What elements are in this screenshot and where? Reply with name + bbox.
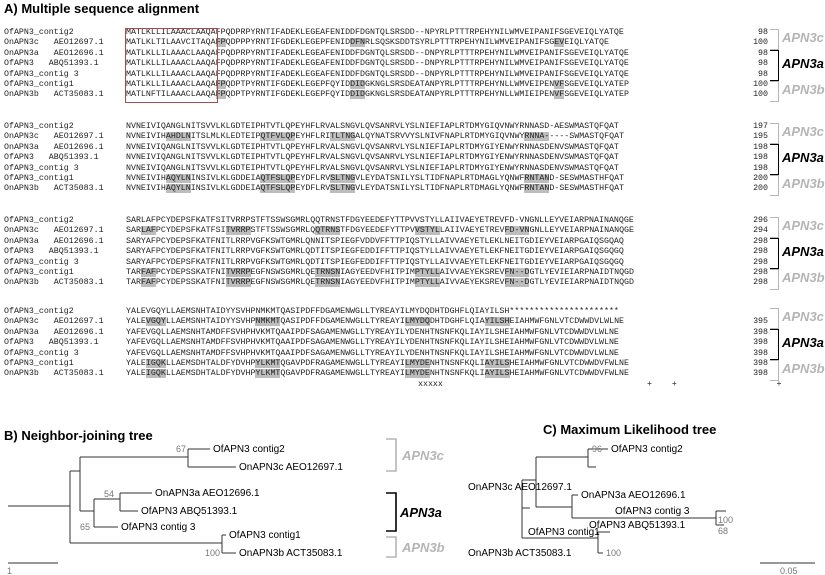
sequence-residues: MATLKLLILAAACLAAQAFPQDPRPYRNTIFADEKLEGEAFENIDDFDGNTQLSRSDD--DNPYRLPTTTRPEHYNILWMVEIPANIFSGEVEIQLYATQE xyxy=(126,59,629,69)
sequence-residues: MATLNFTILAAACLAAQAFPQDPTPYRNTIFGDEKLEGEPFQYIDDIDGKNGLSRSDEATANPYRLPTTTRPEHYNLLWMIEIPENVFSGEVEIQLYATEP xyxy=(126,90,629,100)
residue-position: 100 xyxy=(753,90,768,100)
sequence-name: OfAPN3_contig1 xyxy=(4,358,74,368)
sequence-residues: YAFEVGQLLAEMSNHTAMDFFSVHPHVKMTQAAIPDFSAGAMENWGLLTYREAYILYDENHTNSNFKQLIAYILSHEIAHMWFGNLVTCDWWDVLWLNE xyxy=(126,348,619,358)
sequence-name: OnAPN3a AEO12696.1 xyxy=(4,327,104,337)
ml-bootstrap-value: 100 xyxy=(606,548,622,558)
sequence-residues: YALEIGQKLLAEMSDHTALDFYDVHPYLKMTQGAVPDFRAGAMENWGLLTYREAYILMYDENHTNSNFKQLIAYILSHEIAHMWFGNLVTCDWWDVFWLNE xyxy=(126,358,630,368)
sequence-name: OfAPN3 ABQ51393.1 xyxy=(4,247,99,257)
residue-position: 298 xyxy=(753,257,768,267)
residue-position: 200 xyxy=(753,184,768,194)
sequence-name: OnAPN3b ACT35083.1 xyxy=(4,278,104,288)
sequence-residues: SARLAFPCYDEPSFKATFSITVRRPSTFTSSWSGMRLQQTRNSTFDGYEEDEFYTTPVVSTYLLAIIVAEYETREVFD-VNGNLLEYVEIARPNAINANQGE xyxy=(126,216,634,225)
sequence-name: OfAPN3_contig 3 xyxy=(4,69,79,79)
sequence-name: OnAPN3b ACT35083.1 xyxy=(4,369,104,379)
group-label: APN3b xyxy=(782,361,825,377)
group-label: APN3a xyxy=(782,244,824,260)
sequence-name: OfAPN3_contig2 xyxy=(4,216,74,225)
group-bracket xyxy=(770,269,779,290)
group-label: APN3a xyxy=(782,56,824,72)
sequence-residues: NVNEIVIQANGLNITSVVLKLGDTEIPHTVTLQPEYHFLRVALSNGVLQVSANRVLYSLNIEFIAPLRTDMYGIYENWYRNNASDENVSWMASTQFQAT xyxy=(126,163,619,173)
sequence-name: OnAPN3a AEO12696.1 xyxy=(4,142,104,152)
sequence-name: OnAPN3c AEO12697.1 xyxy=(4,132,104,142)
residue-position: 398 xyxy=(753,338,768,348)
sequence-name: OfAPN3 ABQ51393.1 xyxy=(4,59,99,69)
residue-position: 98 xyxy=(758,28,768,37)
sequence-name: OnAPN3c AEO12697.1 xyxy=(4,38,104,48)
sequence-residues: SARYAFPCYDEPSFKATFNITLRRPVGFKSWTGMRLQDTITSPIEGFEDDIFFTTPIQSTYLLAIVVAEYETLEKFNEITGDIEYVEIARPGAIQSGQGQ xyxy=(126,247,624,257)
group-label: APN3c xyxy=(782,30,824,46)
sequence-residues: TARFAFPCYDEPSSKATFNITVRRPEGFNSWSGMRLQETRNSNIAGYEEDVFHITPIMPTYLLAIVVAEYEKSREVFN--DGTLYEVIEIARPNAIDTNQGD xyxy=(126,278,635,288)
ml-scale-label: 0.05 xyxy=(780,566,798,575)
sequence-residues: YAFEVGQLLAEMSNHTAMDFFSVHPHVKMTQAAIPDFSAGAMENWGLLTYREAYILYDENHTNSNFKQLIAYILSHEIAHMWFGNLVTCDWWDVLWLNE xyxy=(126,327,619,337)
residue-position: 298 xyxy=(753,247,768,257)
nj-leaf-label: OnAPN3c AEO12697.1 xyxy=(239,462,343,473)
ml-leaf-label: OfAPN3 ABQ51393.1 xyxy=(589,520,686,531)
sequence-residues: SARYAFPCYDEPSFKATFNITLRRPVGFKSWTGMRLQNNITSPIEGFVDDVFFTTPIQSTYLLAIVVAEYETLEKLNEITGDIEYVEIARPGAIQSGQAQ xyxy=(126,236,624,246)
panel-b-title: B) Neighbor-joining tree xyxy=(4,428,153,443)
sequence-residues: SARYAFPCYDEPSFKATFNITLRRPVGFKSWTGMRLQDTITSPIEGFEDDIFFTTPIQSTYLLAIVVAEYETLEKFNEITGDIEYVEIARPGAIQSGQGQ xyxy=(126,257,624,267)
sequence-name: OnAPN3c AEO12697.1 xyxy=(4,226,104,236)
sequence-name: OfAPN3_contig 3 xyxy=(4,348,79,358)
sequence-residues: YALEVGQYLLAEMSNHTAIDYYSVHPNMKMTQASIPDFFDGAMENWGLLTYREAYILMYDQDHTDGHFLQIAYILSHEIAHMWFGNLVTCDWWDVLWLNE xyxy=(126,317,625,327)
nj-bootstrap-value: 54 xyxy=(104,489,115,499)
sequence-name: OfAPN3_contig2 xyxy=(4,28,74,37)
sequence-name: OfAPN3_contig1 xyxy=(4,173,74,183)
group-label: APN3c xyxy=(782,309,824,325)
sequence-name: OnAPN3a AEO12696.1 xyxy=(4,48,104,58)
nj-group-label: APN3a xyxy=(400,505,442,520)
residue-position: 197 xyxy=(753,122,768,131)
panel-a-title: A) Multiple sequence alignment xyxy=(4,1,200,16)
sequence-name: OfAPN3_contig1 xyxy=(4,267,74,277)
signal-peptide-box xyxy=(125,28,218,103)
sequence-residues: YALEIGQKLLAEMSDHTALDFYDVHPYLKMTQGAVPDFRAGAMENWGLLTYREAYILMYDENHTNSNFKQLIAYILSHEIAHMWFGNLVTCDWWDVFWLNE xyxy=(126,369,630,379)
group-bracket xyxy=(770,81,779,102)
ml-bootstrap-value: 68 xyxy=(718,526,729,536)
sequence-residues: NVNEIVIQANGLNITSVVLKLGDTEIPHTVTLQPEYHFLRVALSNGVLQVSANRVLYSLNIEFIAPLRTDMYGIYENWYRNNASDENVSWMASTQFQAT xyxy=(126,142,619,152)
sequence-residues: YAFEVGQLLAEMSNHTAMDFFSVHPHVKMTQAAIPDFSAGAMENWGLLTYREAYILYDENHTNSNFKQLIAYILSHEIAHMWFGNLVTCDWWDVLWLNE xyxy=(126,338,619,348)
group-bracket xyxy=(770,238,779,269)
nj-leaf-label: OnAPN3a AEO12696.1 xyxy=(155,488,260,499)
nj-bootstrap-value: 100 xyxy=(205,548,221,558)
sequence-name: OfAPN3 ABQ51393.1 xyxy=(4,338,99,348)
maximum-likelihood-tree xyxy=(460,435,825,575)
residue-position: 398 xyxy=(753,348,768,358)
nj-leaf-label: OnAPN3b ACT35083.1 xyxy=(239,548,343,559)
residue-position: 395 xyxy=(753,317,768,327)
residue-position: 298 xyxy=(753,267,768,277)
nj-group-label: APN3b xyxy=(402,540,445,555)
ml-leaf-label: OnAPN3b ACT35083.1 xyxy=(468,548,572,559)
residue-position: 100 xyxy=(753,38,768,48)
residue-position: 198 xyxy=(753,142,768,152)
sequence-residues: NVNEIVIHAQYLNINSIVLKLGDDEIAQTFSLQPEYDFLRVSLTNGVLEYDATSNILYSLTIDFNAPLRTDMAGLYQNWFRNTAND-SESWMASTHFQAT xyxy=(126,184,625,194)
sequence-residues: MATLKLLILAAACLAAQAFPQDPTPYRNTIFGDEKLEGEPFQYIDDIDGKNGLSRSDEATANPYRLPTTTRPEHYNLLWMVEIPENVFSGEVEIQLYATEP xyxy=(126,79,629,89)
sequence-name: OfAPN3_contig 3 xyxy=(4,163,79,173)
nj-bootstrap-value: 65 xyxy=(80,522,91,532)
ml-bootstrap-value: 96 xyxy=(592,444,603,454)
sequence-name: OnAPN3b ACT35083.1 xyxy=(4,184,104,194)
group-bracket xyxy=(770,217,779,238)
ml-leaf-label: OfAPN3 contig2 xyxy=(611,444,683,455)
sequence-name: OfAPN3_contig 3 xyxy=(4,257,79,267)
residue-position: 296 xyxy=(753,216,768,225)
residue-position: 98 xyxy=(758,69,768,79)
neighbor-joining-tree xyxy=(0,435,460,575)
residue-position: 398 xyxy=(753,327,768,337)
residue-position: 298 xyxy=(753,236,768,246)
residue-position: 398 xyxy=(753,358,768,368)
nj-group-label: APN3c xyxy=(402,448,444,463)
residue-position: 98 xyxy=(758,48,768,58)
group-bracket xyxy=(770,308,779,329)
residue-position: 200 xyxy=(753,173,768,183)
ml-leaf-label: OfAPN3 contig1 xyxy=(528,527,600,538)
sequence-residues: MATLKLLILAAACLAAQAFPQDPRPYRNTIFADEKLEGEAFENIDDFDGNTQLSRSDD--DNPYRLPTTTRPEHYNILWMVEIPANIFSGEVEIQLYATQE xyxy=(126,69,629,79)
panel-c-title: C) Maximum Likelihood tree xyxy=(543,422,717,437)
sequence-residues: NVNEIVIHAQYLNINSIVLKLGDDEIAQTFSLQPEYDFLRVSLTNGVLEYDATSNILYSLTIDFNAPLRTDMAGLYQNWFRNTAND-SESWMASTHFQAT xyxy=(126,173,625,183)
sequence-name: OfAPN3_contig2 xyxy=(4,307,74,316)
sequence-name: OfAPN3_contig1 xyxy=(4,79,74,89)
residue-position: 398 xyxy=(753,369,768,379)
residue-position: 198 xyxy=(753,153,768,163)
residue-position: 294 xyxy=(753,226,768,236)
ml-leaf-label: OnAPN3a AEO12696.1 xyxy=(581,490,686,501)
group-label: APN3b xyxy=(782,82,825,98)
group-bracket xyxy=(770,50,779,81)
sequence-residues: NVNEIVIQANGLNITSVVLKLGDTEIPHTVTLQPEYHFLRVALSNGVLQVSANRVLYSLNIEFIAPLRTDMYGIYENWYRNNASDENVSWMASTQFQAT xyxy=(126,153,619,163)
sequence-residues: NVNEIVIQANGLNITSVVLKLGDTEIPHTVTLQPEYHFLRVALSNGVLQVSANRVLYSLNIEFIAPLRTDMYGIQVNWYRNNASD-AESWMASTQFQAT xyxy=(126,122,619,131)
sequence-name: OfAPN3_contig2 xyxy=(4,122,74,131)
sequence-name: OnAPN3a AEO12696.1 xyxy=(4,236,104,246)
group-bracket xyxy=(770,123,779,144)
group-label: APN3b xyxy=(782,176,825,192)
nj-scale-label: 1 xyxy=(7,566,13,575)
residue-position: 98 xyxy=(758,59,768,69)
sequence-residues: YALEVGQYLLAEMSNHTAIDYYSVHPNMKMTQASIPDFFDGAMENWGLLTYREAYILMYDQDHTDGHFLQIAYILSH********************** xyxy=(126,307,619,316)
sequence-residues: MATLKLTILAAVCITAQAFPQDPPPYRNTIFGDEKLEGEPFENIDDFNRLSQSKSDDTSYRLPTTTRPEHYNILWMVEIPANIFSGEVEIQLYATQE xyxy=(126,38,610,48)
sequence-name: OnAPN3b ACT35083.1 xyxy=(4,90,104,100)
nj-bootstrap-value: 67 xyxy=(176,444,187,454)
ml-leaf-label: OfAPN3 contig 3 xyxy=(615,506,690,517)
sequence-residues: TARFAFPCYDEPSSKATFNITVRRPEGFNSWSGMRLQETRNSNIAGYEEDVFHITPIMPTYLLAIVVAEYEKSREVFN--DGTLYEVIEIARPNAIDTNQGD xyxy=(126,267,635,277)
residue-position: 298 xyxy=(753,278,768,288)
marker-string: xxxxx + + + xyxy=(418,379,782,389)
group-bracket xyxy=(770,144,779,175)
sequence-residues: SARLAFPCYDEPSFKATFSITVRRPSTFTSSWSGMRLQQTRNSTFDGYEEDEFYTTPVVSTYLLAIIVAEYETREVFD-VNGNLLEYVEIARPNAINANQGE xyxy=(126,226,635,236)
group-label: APN3b xyxy=(782,270,825,286)
residue-position: 100 xyxy=(753,79,768,89)
group-bracket xyxy=(770,360,779,381)
group-label: APN3c xyxy=(782,218,824,234)
residue-position: 195 xyxy=(753,132,768,142)
nj-leaf-label: OfAPN3 ABQ51393.1 xyxy=(141,506,238,517)
group-label: APN3a xyxy=(782,335,824,351)
group-bracket xyxy=(770,329,779,360)
group-label: APN3a xyxy=(782,150,824,166)
nj-leaf-label: OfAPN3 contig1 xyxy=(229,530,301,541)
group-label: APN3c xyxy=(782,124,824,140)
nj-leaf-label: OfAPN3 contig2 xyxy=(213,444,285,455)
group-bracket xyxy=(770,29,779,50)
sequence-name: OfAPN3 ABQ51393.1 xyxy=(4,153,99,163)
residue-position: 198 xyxy=(753,163,768,173)
sequence-residues: MATLKLLILAAACLAAQAFPQDPRPYRNTIFADEKLEGEAFENIDDFDGNTQLSRSDD--NPYRLPTTTRPEHYNILWMVEIPANIFSGEVEIQLYATQE xyxy=(126,28,624,37)
sequence-residues: MATLKLLILAAACLAAQAFPQDPRPYRNTIFADEKLEGEAFENIDDFDGNTQLSRSDD--DNPYRLPTTTRPEHYNILWMVEIPANIFSGEVEIQLYATQE xyxy=(126,48,629,58)
ml-leaf-label: OnAPN3c AEO12697.1 xyxy=(468,482,572,493)
ml-bootstrap-value: 100 xyxy=(718,515,734,525)
group-bracket xyxy=(770,175,779,196)
nj-leaf-label: OfAPN3 contig 3 xyxy=(121,522,196,533)
sequence-name: OnAPN3c AEO12697.1 xyxy=(4,317,104,327)
sequence-residues: NVNEIVIHAHDLNITSLMLKLEDTEIPQTFVLQPEYHFLRITLTNGALQYNATSRVVYSLNIVFNAPLRTDMYGIQVNWYRNNA-----SWMASTQFQAT xyxy=(126,132,625,142)
